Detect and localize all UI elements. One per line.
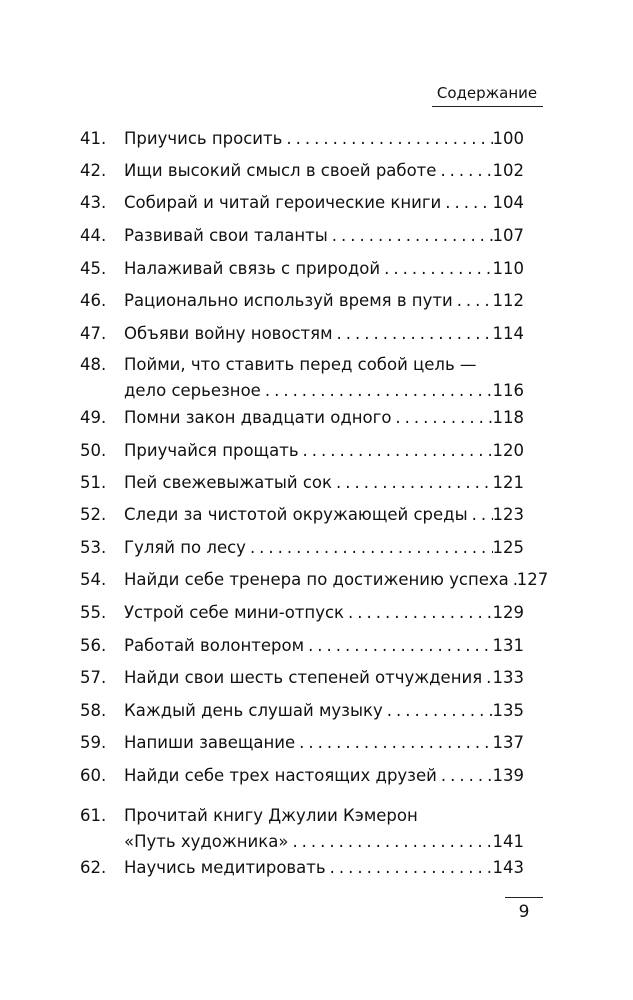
toc-entry-page: 114 [492, 324, 524, 343]
toc-entry [80, 803, 524, 855]
toc-entry-page: 110 [492, 259, 524, 278]
toc-entry [80, 122, 524, 155]
dot-leader [304, 629, 492, 662]
toc-entry-title: Пойми, что ставить перед собой цель — [124, 355, 477, 374]
toc-entry-title: Пей свежевыжатый сок [124, 473, 332, 492]
dot-leader [441, 186, 492, 219]
toc-entry-number: 59. [80, 733, 107, 752]
toc-entry [80, 186, 524, 219]
toc-entry-number: 51. [80, 473, 107, 492]
toc-entry-page: 120 [492, 441, 524, 460]
toc-entry-title: дело серьезное [124, 381, 261, 400]
toc-entry-page: 104 [492, 193, 524, 212]
dot-leader [246, 531, 493, 564]
toc-entry-title: Налаживай связь с природой [124, 259, 381, 278]
toc-entry-page: 137 [492, 733, 524, 752]
toc-entry-title: Развивай свои таланты [124, 226, 328, 245]
toc-entry-title: Объяви войну новостям [124, 324, 333, 343]
dot-leader [328, 219, 493, 252]
toc-entry-number: 49. [80, 408, 107, 427]
toc-entry-number: 52. [80, 505, 107, 524]
toc-entry-number: 42. [80, 161, 107, 180]
toc-entry [80, 661, 524, 694]
toc-entry-page: 133 [492, 668, 524, 687]
toc-entry-title: Приучайся прощать [124, 441, 299, 460]
toc-entry-number: 61. [80, 806, 107, 825]
toc-entry-title: Прочитай книгу Джулии Кэмерон [124, 806, 418, 825]
toc-entry-number: 56. [80, 636, 107, 655]
toc-entry-page: 116 [492, 381, 524, 400]
toc-entry [80, 531, 524, 564]
dot-leader [326, 851, 493, 884]
dot-leader [509, 563, 517, 596]
dot-leader [383, 694, 493, 727]
toc-entry-title: Каждый день слушай музыку [124, 701, 383, 720]
dot-leader [295, 726, 492, 759]
toc-entry-number: 45. [80, 259, 107, 278]
toc-entry-title: Гуляй по лесу [124, 538, 246, 557]
section-title: Содержание [436, 84, 538, 102]
toc-entry [80, 401, 524, 434]
toc-entry-number: 62. [80, 858, 107, 877]
toc-entry [80, 434, 524, 467]
toc-entry [80, 284, 524, 317]
toc-entry-page: 143 [492, 858, 524, 877]
toc-entry [80, 466, 524, 499]
toc-entry-number: 57. [80, 668, 107, 687]
footer-rule [505, 897, 543, 898]
toc-entry-title: Найди себе тренера по достижению успеха [124, 570, 509, 589]
toc-entry-page: 123 [492, 505, 524, 524]
toc-entry [80, 352, 524, 404]
toc-entry [80, 252, 524, 285]
toc-entry-page: 129 [492, 603, 524, 622]
dot-leader [437, 759, 493, 792]
toc-entry-number: 41. [80, 129, 107, 148]
toc-entry-page: 141 [492, 832, 524, 851]
toc-entry-title: Напиши завещание [124, 733, 296, 752]
toc-entry [80, 154, 524, 187]
header-rule [432, 106, 543, 107]
toc-entry-title: Помни закон двадцати одного [124, 408, 392, 427]
dot-leader [344, 596, 492, 629]
dot-leader [468, 498, 493, 531]
toc-entry [80, 629, 524, 662]
toc-entry-page: 125 [492, 538, 524, 557]
dot-leader [436, 154, 492, 187]
toc-entry-number: 48. [80, 355, 107, 374]
dot-leader [332, 466, 493, 499]
toc-entry-page: 121 [492, 473, 524, 492]
toc-entry-title: Собирай и читай героические книги [124, 193, 442, 212]
toc-entry-number: 55. [80, 603, 107, 622]
dot-leader [380, 252, 492, 285]
toc-entry [80, 563, 549, 596]
toc-entry [80, 596, 524, 629]
toc-entry-title: Научись медитировать [124, 858, 326, 877]
toc-entry-title: Приучись просить [124, 129, 283, 148]
dot-leader [391, 401, 492, 434]
toc-entry-number: 50. [80, 441, 107, 460]
toc-entry [80, 694, 524, 727]
toc-entry-page: 127 [516, 570, 549, 589]
toc-entry-page: 118 [492, 408, 524, 427]
dot-leader [333, 317, 493, 350]
toc-entry-page: 100 [492, 129, 524, 148]
toc-entry-number: 60. [80, 766, 107, 785]
toc-entry-number: 44. [80, 226, 107, 245]
toc-entry [80, 759, 524, 792]
toc-entry-page: 102 [492, 161, 524, 180]
toc-entry-number: 43. [80, 193, 107, 212]
toc-entry-page: 112 [492, 291, 524, 310]
toc-entry-number: 58. [80, 701, 107, 720]
toc-entry [80, 219, 524, 252]
toc-entry-number: 47. [80, 324, 107, 343]
dot-leader [482, 661, 492, 694]
toc-entry-title: Рационально используй время в пути [124, 291, 453, 310]
dot-leader [282, 122, 492, 155]
toc-entry [80, 726, 524, 759]
toc-entry-page: 107 [492, 226, 524, 245]
toc-entry-page: 135 [492, 701, 524, 720]
toc-entry-title: Найди свои шесть степеней отчуждения [124, 668, 483, 687]
toc-entry-title: «Путь художника» [124, 832, 289, 851]
toc-entry-title: Найди себе трех настоящих друзей [124, 766, 437, 785]
toc-entry [80, 851, 524, 884]
toc-entry-title: Следи за чистотой окружающей среды [124, 505, 468, 524]
toc-entry-title: Устрой себе мини-отпуск [124, 603, 345, 622]
toc-entry-title: Работай волонтером [124, 636, 305, 655]
toc-entry-number: 46. [80, 291, 107, 310]
toc-entry-number: 54. [80, 570, 107, 589]
toc-entry [80, 498, 524, 531]
dot-leader [299, 434, 493, 467]
page-number: 9 [518, 902, 530, 922]
toc-entry-page: 139 [492, 766, 524, 785]
toc-entry [80, 317, 524, 350]
dot-leader [453, 284, 493, 317]
toc-entry-page: 131 [492, 636, 524, 655]
toc-entry-title: Ищи высокий смысл в своей работе [124, 161, 437, 180]
toc-entry-number: 53. [80, 538, 107, 557]
